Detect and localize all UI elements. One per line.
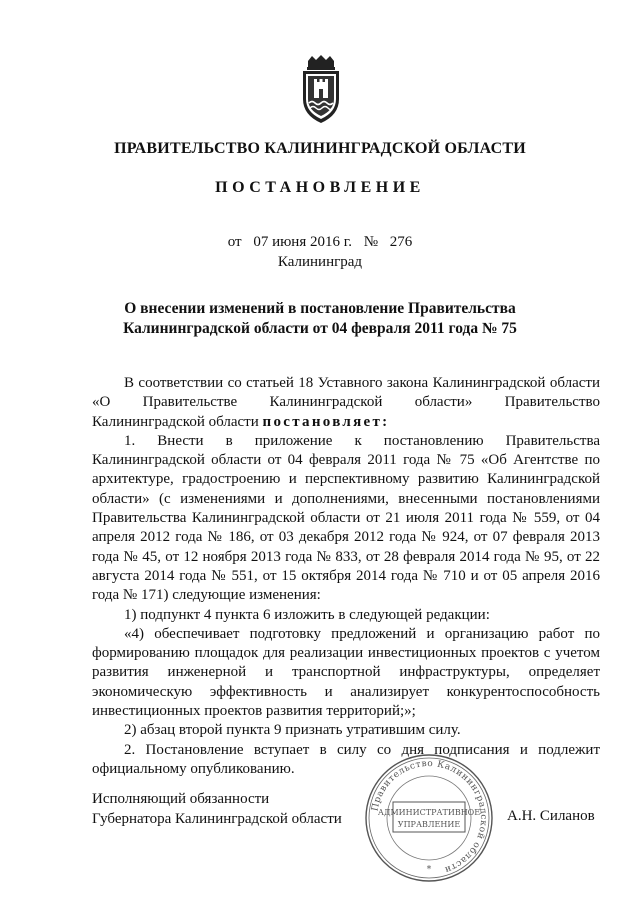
document-type: ПОСТАНОВЛЕНИЕ [215,179,425,196]
subitem-1-paragraph: 1) подпункт 4 пункта 6 изложить в следующей редакции: [124,606,490,623]
coat-of-arms-emblem [298,55,344,125]
date-prefix: от [227,234,242,250]
intro-paragraph [92,374,600,432]
intro-text: В соответствии со статьей 18 Уставного закона Калининградской области «О Правительстве Калининградской области» Правительство Калининградской области [92,375,600,430]
number-sign: № [363,234,379,250]
resolves-word: постановляет: [262,413,390,430]
svg-text:Правительство Калининградской: Правительство Калининградской области [370,758,489,875]
document-number: 276 [389,234,413,250]
document-body [92,374,600,779]
document-date: 07 июня 2016 г. [253,234,352,250]
signatory-name: А.Н. Силанов [507,808,595,824]
svg-text:УПРАВЛЕНИЕ: УПРАВЛЕНИЕ [397,820,461,829]
svg-text:*: * [426,865,432,875]
document-date-line [0,234,640,251]
position-line-1: Исполняющий обязанности [92,791,270,807]
quoted-text-paragraph: «4) обеспечивает подготовку предложений и организацию работ по формированию площадок для реализации инвестиционных проектов с учетом развития инженерной и транспортной инфраструктуры, определяет экономическую эффективность и анализирует конкурентоспособность инвестиционных проектов развития территорий;»; [92,625,600,720]
subject-line-1: О внесении изменений в постановление Правительства [124,300,516,317]
city-name: Калининград [277,254,363,270]
position-line-2: Губернатора Калининградской области [92,811,342,827]
subitem-2-paragraph: 2) абзац второй пункта 9 признать утратившим силу. [124,722,461,739]
subject-line-2: Калининградской области от 04 февраля 2011 года № 75 [123,320,517,337]
signatory-position [92,789,342,829]
document-subject [0,299,640,339]
item-2-paragraph: 2. Постановление вступает в силу со дня подписания и подлежит официальному опубликованию. [92,741,600,777]
svg-text:АДМИНИСТРАТИВНОЕ: АДМИНИСТРАТИВНОЕ [377,808,481,817]
item-1-paragraph: 1. Внести в приложение к постановлению Правительства Калининградской области от 04 февраля 2011 года № 75 «Об Агентстве по архитектуре, градостроению и перспективному развитию Калининградской области» (с изменениями и дополнениями, внесенными постановлениями Правительства Калининградской области от 21 июля 2011 года № 559, от 04 апреля 2012 года № 186, от 03 декабря 2012 года № 924, от 07 февраля 2013 года № 45, от 12 ноября 2013 года № 833, от 28 февраля 2014 года № 95, от 22 августа 2014 года № 551, от 15 октября 2014 года № 710 и от 05 апреля 2016 года № 171) следующие изменения: [92,432,600,604]
official-seal-stamp [363,752,495,884]
organization-name: ПРАВИТЕЛЬСТВО КАЛИНИНГРАДСКОЙ ОБЛАСТИ [114,140,526,157]
